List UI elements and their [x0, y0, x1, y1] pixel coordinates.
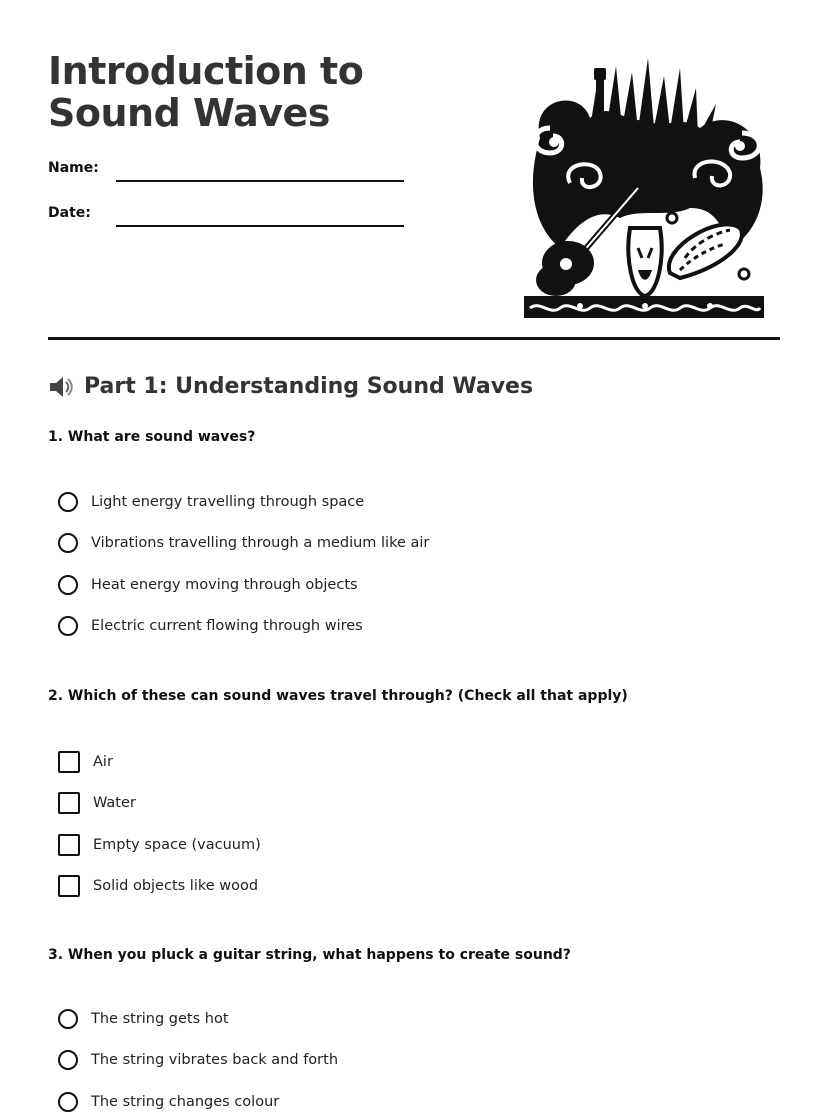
- section-heading: [48, 374, 533, 399]
- question-2: 2. Which of these can sound waves travel through? (Check all that apply): [48, 688, 628, 704]
- radio-button[interactable]: [58, 575, 78, 595]
- worksheet-title: Introduction to Sound Waves: [48, 49, 364, 135]
- option-label: Light energy travelling through space: [91, 494, 365, 510]
- radio-button[interactable]: [58, 533, 78, 553]
- radio-button[interactable]: [58, 1092, 78, 1112]
- name-label: Name:: [48, 160, 99, 176]
- radio-button[interactable]: [58, 1050, 78, 1070]
- checkbox[interactable]: [58, 792, 80, 814]
- q1-option-2[interactable]: [58, 533, 429, 553]
- option-label: Solid objects like wood: [93, 878, 259, 894]
- radio-button[interactable]: [58, 492, 78, 512]
- option-label: Electric current flowing through wires: [91, 618, 363, 634]
- q1-option-3[interactable]: [58, 575, 358, 595]
- question-3: 3. When you pluck a guitar string, what happens to create sound?: [48, 947, 571, 963]
- musical-instruments-illustration: [520, 58, 770, 324]
- date-field[interactable]: [116, 225, 404, 227]
- q3-option-1[interactable]: [58, 1009, 229, 1029]
- q2-option-4[interactable]: [58, 875, 258, 897]
- option-label: Water: [93, 795, 136, 811]
- checkbox[interactable]: [58, 875, 80, 897]
- header-divider: [48, 337, 780, 340]
- option-label: Heat energy moving through objects: [91, 577, 358, 593]
- option-label: Vibrations travelling through a medium like air: [91, 535, 430, 551]
- radio-button[interactable]: [58, 1009, 78, 1029]
- option-label: The string gets hot: [91, 1011, 229, 1027]
- checkbox[interactable]: [58, 834, 80, 856]
- radio-button[interactable]: [58, 616, 78, 636]
- q2-option-2[interactable]: [58, 792, 136, 814]
- q1-option-1[interactable]: [58, 492, 364, 512]
- q1-option-4[interactable]: [58, 616, 363, 636]
- option-label: The string changes colour: [91, 1094, 280, 1110]
- q3-option-2[interactable]: [58, 1050, 338, 1070]
- option-label: The string vibrates back and forth: [91, 1052, 339, 1068]
- question-1: 1. What are sound waves?: [48, 429, 256, 445]
- date-label: Date:: [48, 205, 91, 221]
- checkbox[interactable]: [58, 751, 80, 773]
- option-label: Empty space (vacuum): [93, 837, 261, 853]
- speaker-icon: [48, 375, 74, 399]
- q2-option-3[interactable]: [58, 834, 261, 856]
- name-field[interactable]: [116, 180, 404, 182]
- q2-option-1[interactable]: [58, 751, 113, 773]
- q3-option-3[interactable]: [58, 1092, 279, 1112]
- option-label: Air: [93, 754, 113, 770]
- section-title: Part 1: Understanding Sound Waves: [84, 374, 534, 399]
